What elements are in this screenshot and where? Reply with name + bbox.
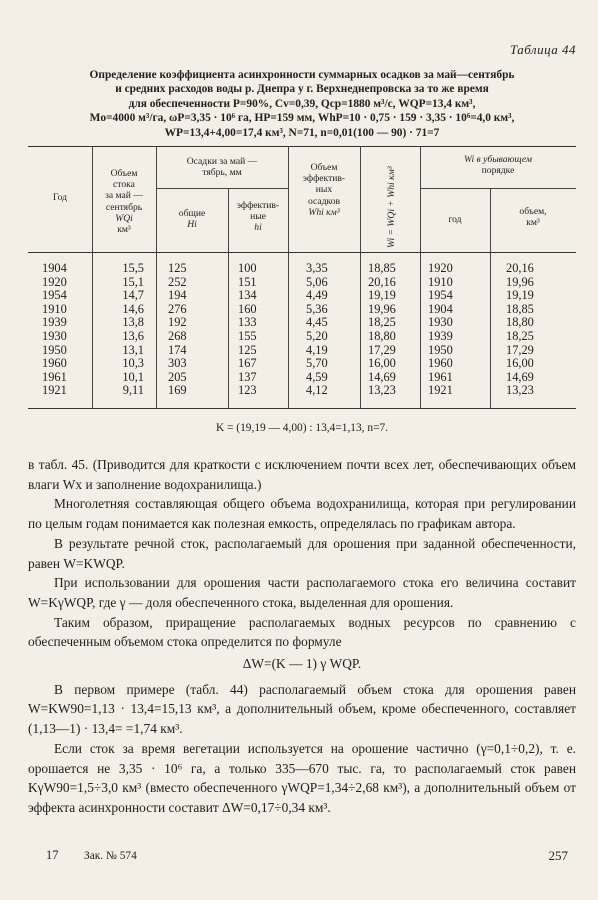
table-cell: 1939	[428, 328, 453, 343]
table-cell: 276	[168, 301, 187, 316]
body-text	[28, 455, 576, 818]
table-cell: 1920	[428, 261, 453, 275]
table-cell: 14,69	[368, 369, 396, 384]
table-cell: 4,45	[306, 315, 328, 330]
table-cell: 15,5	[122, 261, 144, 275]
table-cell: 160	[238, 301, 257, 316]
table-cell: 18,85	[506, 301, 534, 316]
header-desc-volume: объем, км³	[519, 206, 547, 229]
table-cell: 1904	[42, 261, 67, 275]
table-cell: 169	[168, 383, 187, 398]
column-eff-volume	[306, 262, 346, 398]
col-divider	[360, 146, 361, 408]
caption-line: Mo=4000 м³/га, ωP=3,35 · 10⁶ га, HP=159 мм, WhP=10 · 0,75 · 159 · 3,35 · 10⁶=4,0 км³,	[89, 112, 515, 125]
table-top-rule	[28, 146, 576, 147]
paragraph: В первом примере (табл. 44) располагаемый объем стока для орошения равен W=KW90=1,13 · 13,4=15,13 км³, а дополнительный объем, кроме обеспеченного, составляет (1,13—1) · 13,4= =1,74 км³.	[28, 681, 576, 737]
table-cell: 4,12	[306, 383, 328, 398]
table-cell: 1961	[428, 369, 453, 384]
page-number: 257	[548, 848, 568, 863]
header-year: Год	[52, 192, 68, 203]
column-year	[42, 262, 86, 398]
column-precip-total	[168, 262, 212, 398]
header-desc-year: год	[448, 214, 462, 225]
table-cell: 137	[238, 369, 257, 384]
table-cell: 1910	[42, 301, 67, 316]
paragraph: В результате речной сток, располагаемый для орошения при заданной обеспеченности, равен W=KWQP.	[28, 535, 576, 571]
table-cell: 125	[168, 261, 187, 275]
table-cell: 1921	[428, 383, 453, 398]
table-cell: 134	[238, 288, 257, 303]
table-cell: 13,1	[122, 342, 144, 357]
table-cell: 4,59	[306, 369, 328, 384]
group-rule	[420, 188, 576, 189]
table-cell: 20,16	[368, 274, 396, 289]
header-eff-volume: Объем эффектив- ных осадков Whi км³	[302, 162, 346, 218]
table-cell: 18,80	[506, 315, 534, 330]
table-cell: 1939	[42, 315, 67, 330]
table-cell: 13,23	[506, 383, 534, 398]
table-cell: 14,6	[122, 301, 144, 316]
table-cell: 19,96	[506, 274, 534, 289]
table-cell: 4,19	[306, 342, 328, 357]
caption-line: Определение коэффициента асинхронности суммарных осадков за май—сентябрь	[89, 69, 515, 81]
table-cell: 1961	[42, 369, 67, 384]
col-divider	[420, 146, 421, 408]
col-divider	[156, 146, 157, 408]
table-cell: 133	[238, 315, 257, 330]
table-cell: 125	[238, 342, 257, 357]
table-cell: 1920	[42, 274, 67, 289]
equation: ΔW=(K — 1) γ WQP.	[242, 656, 362, 672]
table-cell: 1950	[42, 342, 67, 357]
table-cell: 1930	[428, 315, 453, 330]
table-cell: 19,19	[368, 288, 396, 303]
table-cell: 174	[168, 342, 187, 357]
table-cell: 123	[238, 383, 257, 398]
table-cell: 1904	[428, 301, 453, 316]
table-caption	[28, 68, 576, 140]
table-cell: 155	[238, 328, 257, 343]
table-cell: 151	[238, 274, 257, 289]
table-cell: 16,00	[368, 356, 396, 371]
table-cell: 13,8	[122, 315, 144, 330]
table-cell: 18,25	[368, 315, 396, 330]
table-cell: 5,70	[306, 356, 328, 371]
caption-line: для обеспеченности P=90%, Cv=0,39, Qср=1880 м³/с, WQP=13,4 км³,	[128, 97, 476, 110]
paragraph: При использовании для орошения части располагаемого стока его величина составит W=KγWQP, где γ — доля обеспеченного стока, выделенная для орошения.	[28, 575, 576, 610]
table-cell: 14,7	[122, 288, 144, 303]
paragraph: Таким образом, приращение располагаемых водных ресурсов по сравнению с обеспеченным объемом стока определится по формуле	[28, 614, 576, 650]
column-desc-volume	[506, 262, 554, 398]
table-cell: 194	[168, 288, 187, 303]
table-cell: 19,19	[506, 288, 534, 303]
table-cell: 17,29	[368, 342, 396, 357]
paragraph: в табл. 45. (Приводится для краткости с исключением почти всех лет, обеспечивающих объем влаги Wx и заполнение водохранилища.)	[28, 457, 576, 492]
header-precip-group: Осадки за май — тябрь, мм	[186, 156, 258, 179]
table-bottom-rule	[28, 408, 576, 409]
table-header-rule	[28, 252, 576, 253]
column-flow	[92, 262, 144, 398]
paragraph: Если сток за время вегетации используется на орошение частично (γ=0,1÷0,2), т. е. орошается не 3,35 · 10⁶ га, а только 335—670 тыс. га, то располагаемый сток равен KγW90=1,5÷3,0 км³ (вместо обеспеченного γWQP=1,34÷2,68 км³), а дополнительный объем от эффекта асинхронности составит ΔW=0,17÷0,34 км³.	[28, 740, 576, 815]
table-cell: 1910	[428, 274, 453, 289]
table-cell: 17,29	[506, 342, 534, 357]
header-precip-total: общие Hi	[178, 208, 206, 231]
header-precip-eff: эффектив- ные hi	[236, 200, 280, 234]
paragraph: Многолетняя составляющая общего объема водохранилища, которая при регулировании по целым годам понимается как полезная емкость, определялась по графикам автора.	[28, 496, 576, 532]
table-cell: 13,6	[122, 328, 144, 343]
column-precip-eff	[238, 262, 274, 398]
table-cell: 14,69	[506, 369, 534, 384]
signature-mark: 17	[46, 848, 59, 862]
table-cell: 1921	[42, 383, 67, 398]
table-cell: 252	[168, 274, 187, 289]
table-cell: 1960	[428, 356, 453, 371]
table-cell: 15,1	[122, 274, 144, 289]
table-cell: 16,00	[506, 356, 534, 371]
table-cell: 1954	[42, 288, 67, 303]
table-cell: 1950	[428, 342, 453, 357]
table-cell: 18,25	[506, 328, 534, 343]
table-cell: 5,36	[306, 301, 328, 316]
table-cell: 1960	[42, 356, 67, 371]
table-label: Таблица 44	[509, 42, 576, 57]
caption-line: WP=13,4+4,00=17,4 км³, N=71, n=0,01(100 — 90) · 71=7	[164, 126, 440, 139]
table-cell: 9,11	[122, 383, 144, 398]
table-cell: 205	[168, 369, 187, 384]
table-cell: 1954	[428, 288, 453, 303]
table-cell: 100	[238, 261, 257, 275]
table-cell: 167	[238, 356, 257, 371]
column-desc-year	[428, 262, 472, 398]
table-cell: 1930	[42, 328, 67, 343]
column-sum	[368, 262, 414, 398]
table-formula: K = (19,19 — 4,00) : 13,4=1,13, n=7.	[215, 422, 389, 434]
table-cell: 19,96	[368, 301, 396, 316]
order-number: Зак. № 574	[84, 850, 137, 862]
group-rule	[156, 188, 288, 189]
table-cell: 5,06	[306, 274, 328, 289]
header-desc-group: Wi в убывающем порядке	[464, 154, 532, 177]
caption-line: и средних расходов воды р. Днепра у г. Верхнеднепровска за то же время	[115, 83, 489, 96]
table-cell: 10,1	[122, 369, 144, 384]
table-cell: 10,3	[122, 356, 144, 371]
table-cell: 20,16	[506, 261, 534, 275]
book-page: Таблица 44 Определение коэффициента асинхронности суммарных осадков за май—сентябрь и средних расходов воды р. Днепра у г. Верхнеднепровска за то же время для обеспеченности P=90%, Cv=0,39, Qср=1880 м³/с, WQP=13,4 км³, Mo=4000 м³/га, ωP=3,35 · 10⁶ га, HP=159 мм, WhP=10 · 0,75 · 159 · 3,35 · 10⁶=4,0 км³, WP=13,4+4,00=17,4 км³, N=71, n=0,01(100 — 90) · 71=7 Год Объем стока за май — сентябрь WQi км³ Осадки за май — тябрь, мм общие Hi эффектив- ные hi Объем эффектив- ных осадков Whi км³ Wi = WQi + Whi км³ Wi в убывающем порядке год объем, км³ 1904 1920 1954 1910 1939 1930 1950 1960 1961 1921 15,5 15,1 14,7 14,6 13,8 13,6 13,1 10,3 10,1 9,11 125 252 194 276 192 268 174 303 205 169 100 151 134 160 133 155 125 167 137 123 3,35 5,06 4,49 5,36 4,45 5,20 4,19 5,70 4,59 4,12 18,85 20,16 19,19 19,96 18,25 18,80 17,29 16,00 14,69 13,23 1920 1910 1954 1904 1930 1939 1950 1960 1961 1921 20,16 19,96 19,19 18,85 18,80 18,25 17,29 16,00 14,69 13,23 K = (19,19 — 4,00) : 13,4=1,13, n=7. в табл. 45. (Приводится для краткости с исключением почти всех лет, обеспечивающих объем влаги Wx и заполнение водохранилища.) Многолетняя составляющая общего объема водохранилища, которая при регулировании по целым годам понимается как полезная емкость, определялась по графикам автора. В результате речной сток, располагаемый для орошения при заданной обеспеченности, равен W=KWQP. При использовании для орошения части располагаемого стока его величина составит W=KγWQP, где γ — доля обеспеченного стока, выделенная для орошения. Таким образом, приращение располагаемых водных ресурсов по сравнению с обеспеченным объемом стока определится по формуле ΔW=(K — 1) γ WQP. В первом примере (табл. 44) располагаемый объем стока для орошения равен W=KW90=1,13 · 13,4=15,13 км³, а дополнительный объем, кроме обеспеченного, составляет (1,13—1) · 13,4= =1,74 км³. Если сток за время вегетации используется на орошение частично (γ=0,1÷0,2), т. е. орошается не 3,35 · 10⁶ га, а только 335—670 тыс. га, то располагаемый сток равен KγW90=1,5÷3,0 км³ (вместо обеспеченного γWQP=1,34÷2,68 км³), а дополнительный объем от эффекта асинхронности составит ΔW=0,17÷0,34 км³. 17 Зак. № 574 257	[28, 42, 576, 863]
table-cell: 4,49	[306, 288, 328, 303]
table-cell: 18,85	[368, 261, 396, 275]
table-cell: 18,80	[368, 328, 396, 343]
table-cell: 192	[168, 315, 187, 330]
table-cell: 303	[168, 356, 187, 371]
header-flow: Объем стока за май — сентябрь WQi км³	[105, 168, 143, 236]
table-cell: 268	[168, 328, 187, 343]
table-cell: 5,20	[306, 328, 328, 343]
table-cell: 3,35	[306, 261, 328, 275]
table-cell: 13,23	[368, 383, 396, 398]
